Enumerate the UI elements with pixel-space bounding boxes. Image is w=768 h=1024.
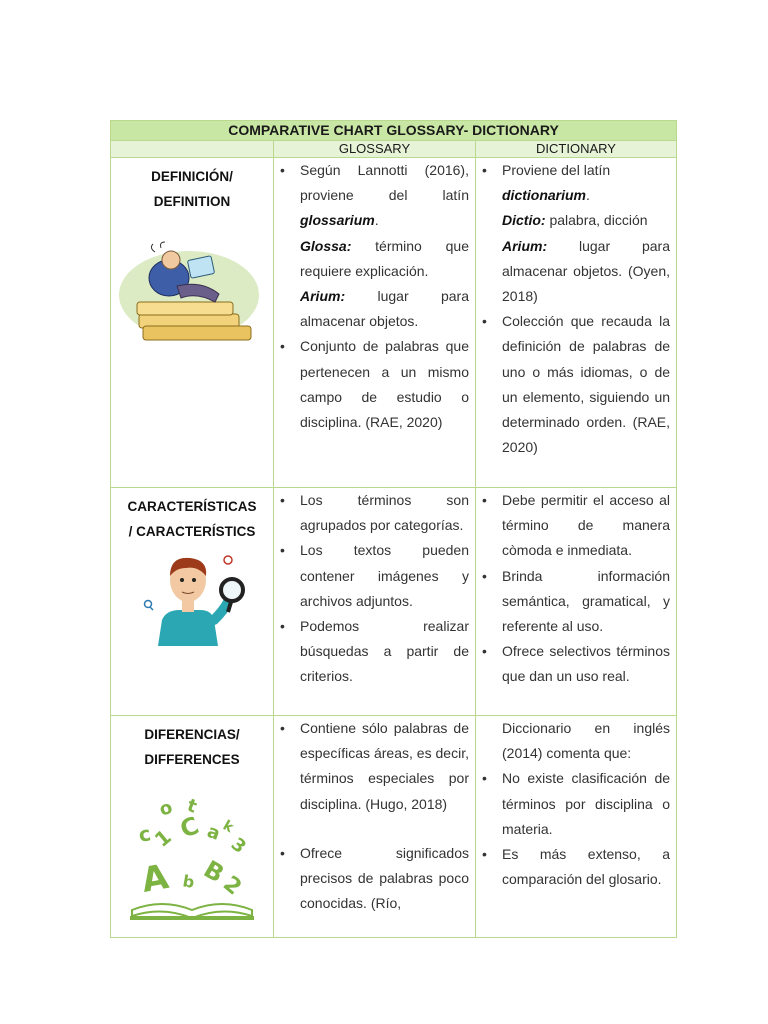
list-item: • Ofrece significados precisos de palabras poco conocidas. (Río, (274, 841, 469, 917)
row-label-definition (111, 158, 274, 488)
term-meaning: lugar para almacenar objetos. (300, 288, 469, 330)
term-label: Arium: (502, 237, 548, 254)
man-with-magnifying-glass-icon (111, 550, 273, 646)
row-label-line: DEFINICIÓN/ (151, 169, 233, 184)
term-label: Glossa: (300, 237, 352, 254)
column-header-glossary: GLOSSARY (274, 141, 476, 158)
comparative-chart (110, 120, 677, 938)
punctuation: . (374, 212, 379, 229)
svg-text:B: B (199, 854, 229, 889)
svg-text:1: 1 (149, 824, 176, 852)
list-item: • Es más extenso, a comparación del glosario. (476, 842, 670, 892)
bullet-list (476, 158, 676, 460)
svg-text:o: o (156, 796, 176, 821)
svg-text:2: 2 (218, 871, 246, 901)
row-characteristics (111, 488, 677, 716)
list-item: • Ofrece selectivos términos que dan un uso real. (476, 639, 670, 689)
column-header-dictionary: DICTIONARY (476, 141, 677, 158)
row-label-line: DIFERENCIAS/ (144, 727, 240, 742)
row-definition (111, 158, 677, 488)
list-intro: Diccionario en inglés (2014) comenta que: (502, 720, 671, 762)
list-item (274, 158, 469, 334)
row-label-characteristics (111, 488, 274, 716)
dictionary-characteristics-cell (476, 488, 677, 716)
svg-text:c: c (136, 821, 153, 847)
glossary-definition-cell (274, 158, 476, 488)
term-meaning: término que requiere explicación. (300, 237, 469, 279)
term-meaning: lugar para almacenar objetos. (Oyen, 2018) (502, 237, 671, 305)
row-label-line: DEFINITION (153, 194, 231, 209)
list-item: • Colección que recauda la definición de palabras de uno o más idiomas, o de un elemento, siguiendo un determinado orden. (RAE, 2020) (476, 309, 670, 460)
list-item (476, 158, 670, 309)
svg-text:b: b (181, 871, 196, 892)
person-reading-laptop-on-books-icon (111, 240, 273, 350)
dictionary-differences-cell (476, 716, 677, 938)
svg-text:3: 3 (226, 833, 250, 858)
list-item: • Podemos realizar búsquedas a partir de criterios. (274, 614, 469, 690)
svg-text:C: C (176, 811, 203, 844)
row-label-differences (111, 716, 274, 938)
row-label-line: / CARACTERÍSTICS (128, 524, 256, 539)
empty-header-cell (111, 141, 274, 158)
svg-text:A: A (138, 856, 172, 901)
dictionary-definition-cell (476, 158, 677, 488)
bullet-list (476, 716, 676, 892)
svg-text:a: a (204, 820, 223, 845)
latin-term: dictionarium (502, 187, 587, 204)
punctuation: . (586, 187, 590, 204)
svg-text:t: t (184, 794, 200, 818)
letters-from-open-book-icon (111, 794, 273, 924)
column-header-row (111, 141, 677, 158)
list-item: • Conjunto de palabras que pertenecen a un mismo campo de estudio o disciplina. (RAE, 2020) (274, 334, 469, 435)
bullet-list (274, 488, 475, 690)
list-item: • Contiene sólo palabras de específicas áreas, es decir, términos especiales por disciplina. (Hugo, 2018) (274, 716, 469, 817)
bullet-text: Proviene del latín (502, 162, 611, 178)
row-differences (111, 716, 677, 938)
term-label: Dictio: (502, 212, 546, 229)
glossary-differences-cell (274, 716, 476, 938)
svg-text:k: k (220, 817, 237, 837)
bullet-list (476, 488, 676, 690)
bullet-list (274, 158, 475, 435)
list-item: • No existe clasificación de términos por disciplina o materia. (476, 766, 670, 842)
chart-title-row (111, 121, 677, 141)
row-label-line: CARACTERÍSTICAS (127, 499, 257, 514)
term-label: Arium: (300, 288, 346, 305)
chart-title: COMPARATIVE CHART GLOSSARY- DICTIONARY (111, 121, 677, 141)
list-item: • Los textos pueden contener imágenes y archivos adjuntos. (274, 538, 469, 614)
list-item: • Debe permitir el acceso al término de manera còmoda e inmediata. (476, 488, 670, 564)
bullet-text: Según Lannotti (2016), proviene del latín (300, 162, 469, 204)
glossary-characteristics-cell (274, 488, 476, 716)
list-item: • Brinda información semántica, gramatical, y referente al uso. (476, 564, 670, 640)
latin-term: glossarium (300, 212, 375, 229)
row-label-line: DIFFERENCES (144, 752, 240, 767)
list-item: • Los términos son agrupados por categorías. (274, 488, 469, 538)
bullet-list (274, 716, 475, 916)
term-meaning: palabra, dicción (545, 212, 648, 229)
